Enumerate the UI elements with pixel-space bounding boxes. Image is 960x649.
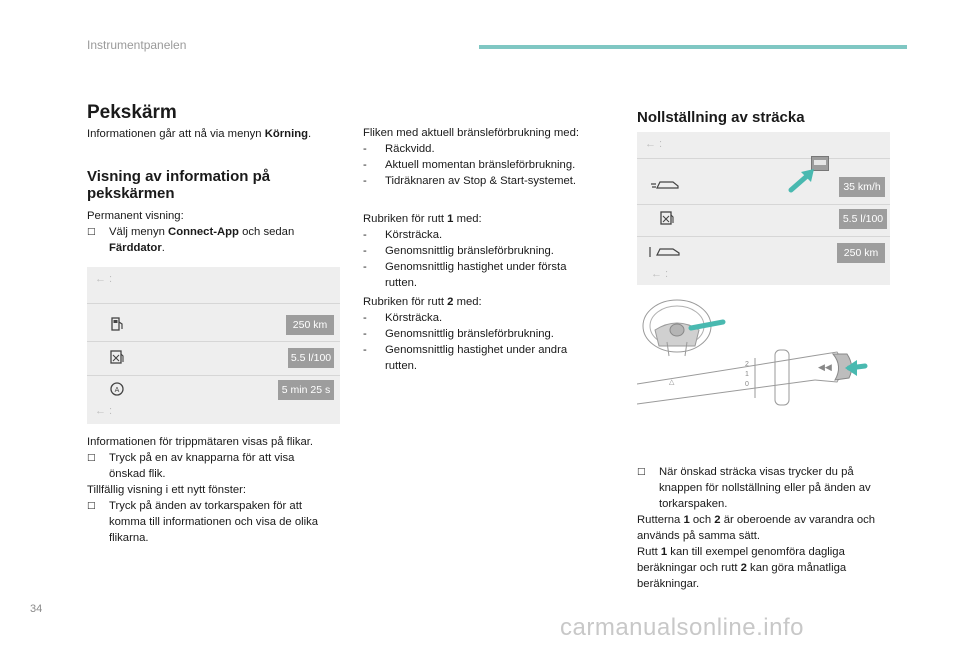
- range-badge: 250 km: [286, 315, 334, 335]
- header-accent-bar: [479, 45, 907, 49]
- touchscreen-reset-trip: [637, 132, 890, 285]
- section-subtitle: Visning av information på pekskärmen: [87, 168, 271, 202]
- svg-text:1: 1: [745, 371, 749, 378]
- trip2-text: Rubriken för rutt 2 med: - Körsträcka. - Genomsnittlig bränsleförbrukning. - Genomsnittlig hastighet under andra rutten.: [363, 296, 568, 372]
- fuel-consumption-icon: [109, 349, 125, 370]
- car-speed-icon: [651, 178, 681, 197]
- watermark: carmanualsonline.info: [560, 614, 804, 641]
- intro-text: Informationen går att nå via menyn Körning.: [87, 128, 312, 140]
- page-title: Pekskärm: [87, 102, 177, 123]
- fuel-pump-icon: [109, 316, 125, 337]
- speed-badge: 35 km/h: [839, 177, 885, 197]
- svg-text:2: 2: [745, 361, 749, 368]
- trip1-text: Rubriken för rutt 1 med: - Körsträcka. - Genomsnittlig bränsleförbrukning. - Genomsnittlig hastighet under första rutten.: [363, 213, 567, 289]
- back-arrow-icon[interactable]: ← :: [95, 273, 113, 285]
- consumption-badge: 5.5 l/100: [288, 348, 334, 368]
- section-header: Instrumentpanelen: [87, 38, 187, 52]
- stop-start-time-badge: 5 min 25 s: [278, 380, 334, 400]
- touchscreen-trip-computer: [87, 267, 340, 424]
- pointer-arrow-icon: [787, 168, 817, 194]
- svg-text:0: 0: [745, 381, 749, 388]
- permanent-display-text: Permanent visning: □ Välj menyn Connect-App och sedan Färddator.: [87, 210, 295, 254]
- page-number: 34: [30, 603, 43, 615]
- back-arrow-icon[interactable]: ← :: [651, 268, 669, 280]
- distance-badge: 250 km: [837, 243, 885, 263]
- svg-text:◀◀: ◀◀: [818, 363, 832, 373]
- svg-text:A: A: [114, 387, 120, 394]
- current-consumption-tab-text: Fliken med aktuell bränsleförbrukning med: - Räckvidd. - Aktuell momentan bränsleförbrukning. - Tidräknaren av Stop & Start-systemet.: [363, 127, 580, 187]
- back-arrow-icon[interactable]: ← :: [95, 405, 113, 417]
- stop-start-icon: [109, 381, 125, 402]
- back-arrow-icon[interactable]: ← :: [645, 138, 663, 150]
- car-distance-icon: [649, 245, 683, 264]
- svg-text:△: △: [669, 379, 675, 386]
- reset-section-title: Nollställning av sträcka: [637, 109, 805, 126]
- reset-instructions-text: □ När önskad sträcka visas trycker du på knappen för nollställning eller på änden av torkarspaken. Rutterna 1 och 2 är oberoende av varandra och används på samma sätt. Rutt 1 kan till exempel genomföra dagliga beräkningar och rutt 2 kan göra månatliga beräkningar.: [637, 466, 876, 590]
- consumption-badge: 5.5 l/100: [839, 209, 887, 229]
- fuel-consumption-icon: [659, 210, 675, 231]
- trip-tabs-text: Informationen för trippmätaren visas på flikar. □ Tryck på en av knapparna för att visa önskad flik. Tillfällig visning i ett nytt fönster: □ Tryck på änden av torkarspaken för att komma till informationen och visa de olika flikarna.: [87, 436, 319, 544]
- steering-wheel-stalk-illustration: [637, 296, 890, 421]
